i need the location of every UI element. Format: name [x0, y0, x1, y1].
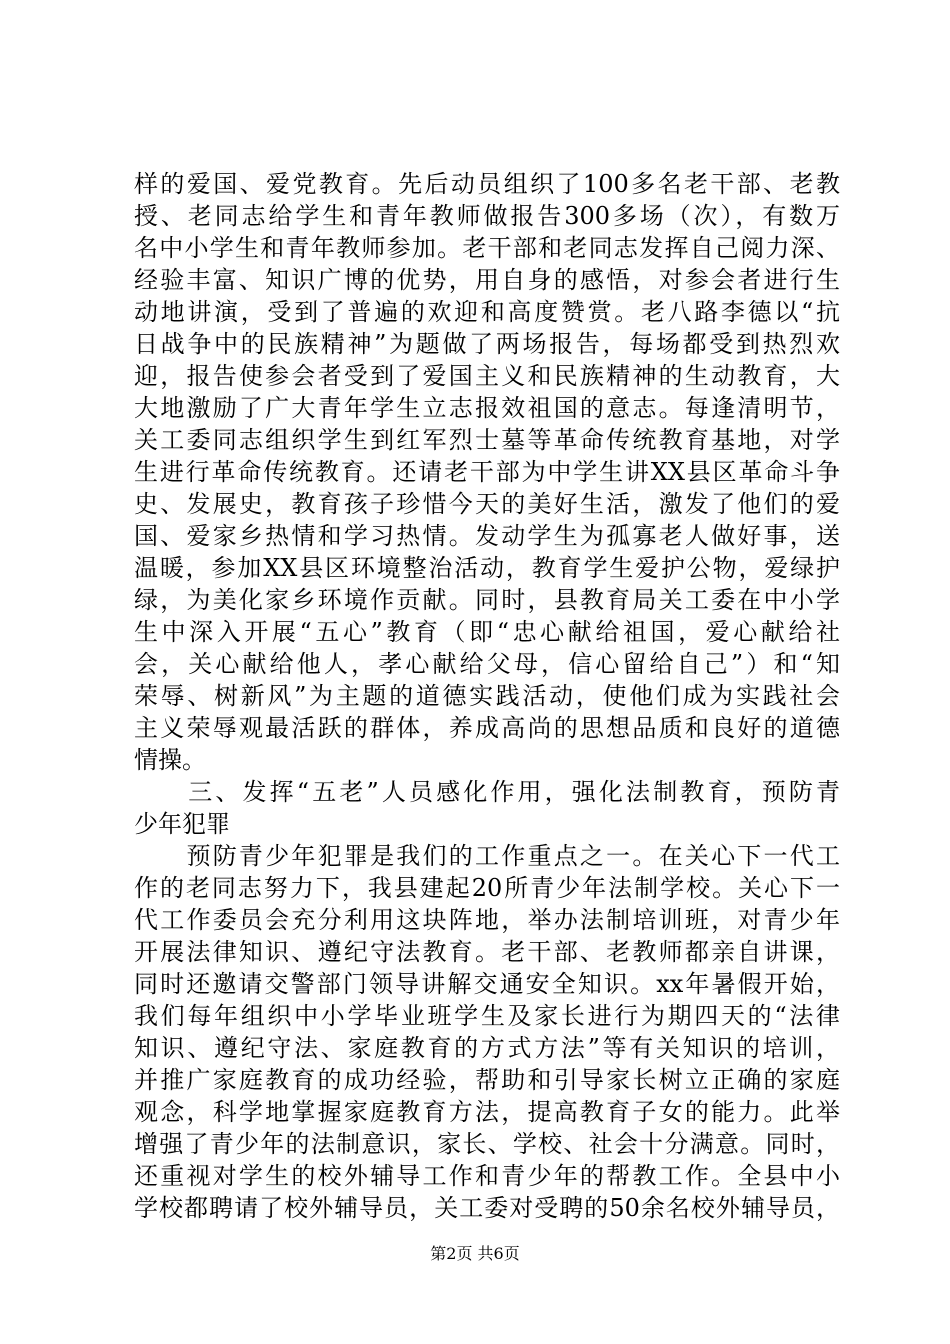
text-line: 荣辱、树新风”为主题的道德实践活动，使他们成为实践社会	[134, 682, 840, 710]
text-line: 国、爱家乡热情和学习热情。发动学生为孤寡老人做好事，送	[134, 522, 840, 550]
text-line: 预防青少年犯罪是我们的工作重点之一。在关心下一代工	[134, 842, 840, 870]
text-line: 同时还邀请交警部门领导讲解交通安全知识。xx年暑假开始，	[134, 970, 840, 998]
text-line: 经验丰富、知识广博的优势，用自身的感悟，对参会者进行生	[134, 266, 840, 294]
section-heading: 少年犯罪	[134, 810, 230, 838]
text-line: 史、发展史，教育孩子珍惜今天的美好生活，激发了他们的爱	[134, 490, 840, 518]
text-line: 迎，报告使参会者受到了爱国主义和民族精神的生动教育，大	[134, 362, 840, 390]
page-number: 第2页 共6页	[430, 1244, 520, 1263]
text-line: 关工委同志组织学生到红军烈士墓等革命传统教育基地，对学	[134, 426, 840, 454]
text-line: 代工作委员会充分利用这块阵地，举办法制培训班，对青少年	[134, 906, 840, 934]
text-line: 我们每年组织中小学毕业班学生及家长进行为期四天的“法律	[134, 1002, 840, 1030]
text-line: 开展法律知识、遵纪守法教育。老干部、老教师都亲自讲课，	[134, 938, 840, 966]
text-line: 日战争中的民族精神”为题做了两场报告，每场都受到热烈欢	[134, 330, 840, 358]
text-line: 授、老同志给学生和青年教师做报告300多场（次），有数万	[134, 202, 840, 230]
text-line: 动地讲演，受到了普遍的欢迎和高度赞赏。老八路李德以“抗	[134, 298, 840, 326]
text-line: 情操。	[134, 746, 206, 774]
text-line: 大地激励了广大青年学生立志报效祖国的意志。每逢清明节，	[134, 394, 840, 422]
text-line: 增强了青少年的法制意识，家长、学校、社会十分满意。同时，	[134, 1130, 840, 1158]
text-line: 名中小学生和青年教师参加。老干部和老同志发挥自己阅力深、	[134, 234, 840, 262]
text-line: 样的爱国、爱党教育。先后动员组织了100多名老干部、老教	[134, 170, 840, 198]
text-line: 生中深入开展“五心”教育（即“忠心献给祖国，爱心献给社	[134, 618, 840, 646]
text-line: 观念，科学地掌握家庭教育方法，提高教育子女的能力。此举	[134, 1098, 840, 1126]
text-line: 作的老同志努力下，我县建起20所青少年法制学校。关心下一	[134, 874, 840, 902]
text-line: 生进行革命传统教育。还请老干部为中学生讲XX县区革命斗争	[134, 458, 840, 486]
text-line: 并推广家庭教育的成功经验，帮助和引导家长树立正确的家庭	[134, 1066, 840, 1094]
text-line: 学校都聘请了校外辅导员，关工委对受聘的50余名校外辅导员，	[134, 1194, 840, 1222]
text-line: 温暖，参加XX县区环境整治活动，教育学生爱护公物，爱绿护	[134, 554, 840, 582]
text-line: 还重视对学生的校外辅导工作和青少年的帮教工作。全县中小	[134, 1162, 840, 1190]
text-line: 绿，为美化家乡环境作贡献。同时，县教育局关工委在中小学	[134, 586, 840, 614]
text-line: 会，关心献给他人，孝心献给父母，信心留给自己”）和“知	[134, 650, 840, 678]
text-line: 知识、遵纪守法、家庭教育的方式方法”等有关知识的培训，	[134, 1034, 840, 1062]
body-text	[134, 168, 840, 1224]
section-heading: 三、发挥“五老”人员感化作用，强化法制教育，预防青	[134, 778, 840, 806]
text-line: 主义荣辱观最活跃的群体，养成高尚的思想品质和良好的道德	[134, 714, 840, 742]
